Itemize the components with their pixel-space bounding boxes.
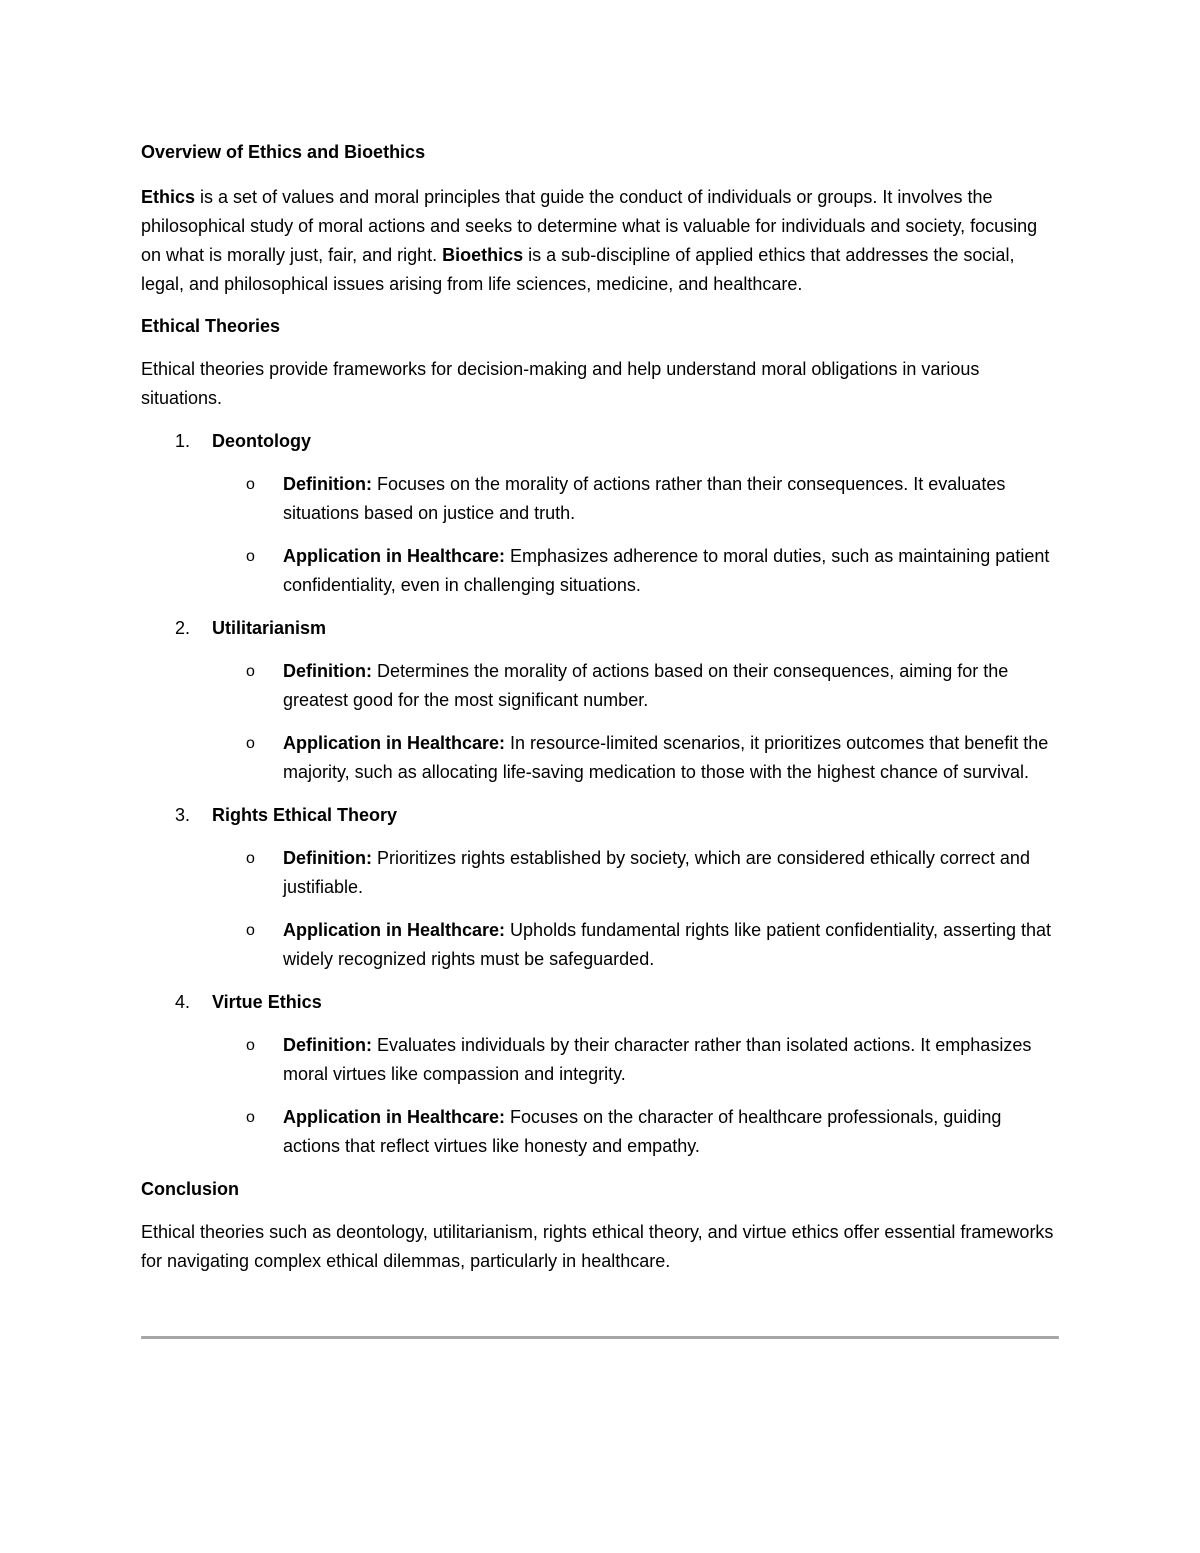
- ethics-term: Ethics: [141, 187, 196, 207]
- theory-item-utilitarianism: [141, 614, 1061, 787]
- bioethics-term: Bioethics: [442, 245, 524, 265]
- horizontal-divider: [141, 1336, 1059, 1339]
- theory-number: 4.: [175, 992, 191, 1012]
- conclusion-heading: Conclusion: [141, 1179, 239, 1199]
- theory-definition: [141, 1031, 1061, 1089]
- theory-name: Virtue Ethics: [212, 992, 322, 1012]
- definition-label: Definition:: [283, 848, 372, 868]
- theory-item-deontology: [141, 427, 1061, 600]
- theory-heading: [141, 427, 1061, 456]
- theory-number: 2.: [175, 618, 191, 638]
- overview-heading: Overview of Ethics and Bioethics: [141, 142, 426, 162]
- application-text: Focuses on the character of healthcare professionals, guiding actions that reflect virtues like honesty and empathy.: [283, 1107, 1002, 1156]
- bullet-icon: o: [246, 663, 255, 680]
- definition-text: Focuses on the morality of actions rather than their consequences. It evaluates situations based on justice and truth.: [283, 474, 1006, 523]
- application-text: Upholds fundamental rights like patient confidentiality, asserting that widely recognized rights must be safeguarded.: [283, 920, 1052, 969]
- conclusion-paragraph: Ethical theories such as deontology, utilitarianism, rights ethical theory, and virtue ethics offer essential frameworks for navigating complex ethical dilemmas, particularly in healthcare.: [141, 1222, 1054, 1271]
- ethics-definition-text: is a set of values and moral principles that guide the conduct of individuals or groups. It involves the philosophical study of moral actions and seeks to determine what is valuable for individuals and society, focusing on what is morally just, fair, and right.: [141, 187, 1038, 265]
- definition-text: Evaluates individuals by their character rather than isolated actions. It emphasizes moral virtues like compassion and integrity.: [283, 1035, 1032, 1084]
- application-text: Emphasizes adherence to moral duties, such as maintaining patient confidentiality, even in challenging situations.: [283, 546, 1050, 595]
- theory-heading: [141, 801, 1061, 830]
- ethical-theories-intro: Ethical theories provide frameworks for decision-making and help understand moral obligations in various situations.: [141, 359, 980, 408]
- bullet-icon: o: [246, 922, 255, 939]
- theory-definition: [141, 657, 1061, 715]
- theory-item-virtue-ethics: [141, 988, 1061, 1161]
- bioethics-definition-text: is a sub-discipline of applied ethics that addresses the social, legal, and philosophical issues arising from life sciences, medicine, and healthcare.: [141, 245, 1015, 294]
- theory-heading: [141, 988, 1061, 1017]
- theory-application: [141, 1103, 1061, 1161]
- theory-number: 1.: [175, 431, 191, 451]
- overview-paragraph: [141, 183, 1061, 299]
- bullet-icon: o: [246, 548, 255, 565]
- theory-name: Rights Ethical Theory: [212, 805, 398, 825]
- ethical-theories-heading: Ethical Theories: [141, 316, 281, 336]
- definition-label: Definition:: [283, 474, 372, 494]
- theory-definition: [141, 470, 1061, 528]
- application-label: Application in Healthcare:: [283, 733, 506, 753]
- application-label: Application in Healthcare:: [283, 1107, 506, 1127]
- document-body: [141, 138, 1061, 1290]
- theory-application: [141, 729, 1061, 787]
- bullet-icon: o: [246, 1037, 255, 1054]
- application-label: Application in Healthcare:: [283, 920, 506, 940]
- definition-text: Determines the morality of actions based on their consequences, aiming for the greatest good for the most significant number.: [283, 661, 1009, 710]
- definition-label: Definition:: [283, 661, 372, 681]
- theory-name: Utilitarianism: [212, 618, 327, 638]
- theory-application: [141, 916, 1061, 974]
- theory-heading: [141, 614, 1061, 643]
- theory-name: Deontology: [212, 431, 311, 451]
- bullet-icon: o: [246, 1109, 255, 1126]
- theory-number: 3.: [175, 805, 191, 825]
- definition-text: Prioritizes rights established by society, which are considered ethically correct and justifiable.: [283, 848, 1030, 897]
- application-label: Application in Healthcare:: [283, 546, 506, 566]
- bullet-icon: o: [246, 850, 255, 867]
- definition-label: Definition:: [283, 1035, 372, 1055]
- theory-application: [141, 542, 1061, 600]
- theory-item-rights-ethical-theory: [141, 801, 1061, 974]
- theory-definition: [141, 844, 1061, 902]
- bullet-icon: o: [246, 735, 255, 752]
- bullet-icon: o: [246, 476, 255, 493]
- application-text: In resource-limited scenarios, it prioritizes outcomes that benefit the majority, such as allocating life-saving medication to those with the highest chance of survival.: [283, 733, 1049, 782]
